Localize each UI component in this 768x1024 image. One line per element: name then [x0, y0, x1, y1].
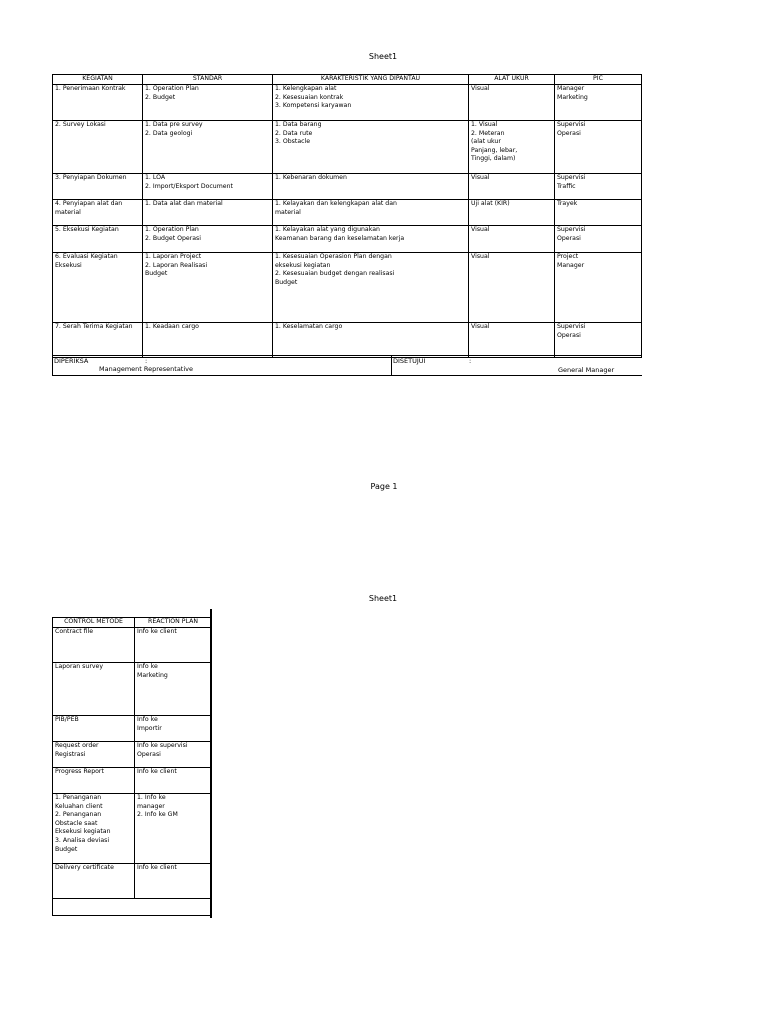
sheet-title: Sheet1 [368, 52, 398, 61]
signature-footer [52, 355, 642, 376]
table-row [53, 794, 212, 864]
table-row [53, 742, 212, 768]
table-row [53, 200, 642, 226]
cell-reaction-plan: Info ke Marketing [135, 663, 212, 716]
disetujui-label: DISETUJUI [393, 357, 426, 365]
table-row [53, 323, 642, 358]
cell-pic: Supervisi Operasi [555, 323, 642, 358]
column-header: CONTROL METODE [53, 618, 135, 628]
disetujui-colon: : [469, 357, 472, 365]
cell-standar: 1. Operation Plan 2. Budget [143, 85, 273, 121]
column-header: PIC [555, 75, 642, 85]
column-header: ALAT UKUR [469, 75, 555, 85]
cell-pic: Project Manager [555, 253, 642, 323]
table-row [53, 663, 212, 716]
cell-pic: Supervisi Operasi [555, 121, 642, 174]
cell-control-metode: Laporan survey [53, 663, 135, 716]
cell-alat-ukur: Visual [469, 323, 555, 358]
quality-plan-table [52, 74, 642, 358]
cell-kegiatan: 1. Penerimaan Kontrak [53, 85, 143, 121]
cell-karakteristik: 1. Kelayakan dan kelengkapan alat dan material [273, 200, 469, 226]
cell-alat-ukur: Visual [469, 226, 555, 253]
cell-alat-ukur: Visual [469, 174, 555, 200]
cell-control-metode: Contract file [53, 628, 135, 663]
cell-karakteristik: 1. Kebenaran dokumen [273, 174, 469, 200]
cell-control-metode: Progress Report [53, 768, 135, 794]
cell-reaction-plan: Info ke client [135, 628, 212, 663]
cell-standar: 1. LOA 2. Import/Eksport Document [143, 174, 273, 200]
table-row [53, 85, 642, 121]
cell-karakteristik: 1. Data barang 2. Data rute 3. Obstacle [273, 121, 469, 174]
cell-alat-ukur: Visual [469, 253, 555, 323]
cell-pic: Supervisi Traffic [555, 174, 642, 200]
cell-reaction-plan: 1. Info ke manager 2. Info ke GM [135, 794, 212, 864]
table-row [53, 899, 212, 916]
cell-standar: 1. Laporan Project 2. Laporan Realisasi Budget [143, 253, 273, 323]
cell-standar: 1. Data alat dan material [143, 200, 273, 226]
cell-karakteristik: 1. Kelengkapan alat 2. Kesesuaian kontrak 3. Kompetensi karyawan [273, 85, 469, 121]
footer-divider [391, 356, 392, 375]
diperiksa-colon: : [145, 357, 148, 365]
table-row [53, 716, 212, 742]
column-header: REACTION PLAN [135, 618, 212, 628]
cell-pic: Trayek [555, 200, 642, 226]
table-row [53, 174, 642, 200]
cell-reaction-plan: Info ke client [135, 768, 212, 794]
column-header: KARAKTERISTIK YANG DIPANTAU [273, 75, 469, 85]
cell-kegiatan: 4. Penyiapan alat dan material [53, 200, 143, 226]
cell-standar: 1. Data pre survey 2. Data geologi [143, 121, 273, 174]
cell-alat-ukur: 1. Visual 2. Meteran (alat ukur Panjang, lebar, Tinggi, dalam) [469, 121, 555, 174]
diperiksa-label: DIPERIKSA [54, 357, 89, 365]
disetujui-name: General Manager [558, 366, 615, 374]
cell-pic: Manager Marketing [555, 85, 642, 121]
cell-kegiatan: 6. Evaluasi Kegiatan Eksekusi [53, 253, 143, 323]
table-row [53, 864, 212, 899]
cell-reaction-plan: Info ke supervisi Operasi [135, 742, 212, 768]
sheet-title-2: Sheet1 [368, 594, 398, 603]
cell-kegiatan: 2. Survey Lokasi [53, 121, 143, 174]
control-method-table [52, 617, 212, 916]
page-label: Page 1 [370, 482, 398, 491]
table-row [53, 226, 642, 253]
cell-control-metode: Request order Registrasi [53, 742, 135, 768]
table-header-row [53, 75, 642, 85]
column-header: KEGIATAN [53, 75, 143, 85]
cell-karakteristik: 1. Kelayakan alat yang digunakan Keamanan barang dan keselamatan kerja [273, 226, 469, 253]
table-row [53, 768, 212, 794]
cell-kegiatan: 7. Serah Terima Kegiatan [53, 323, 143, 358]
cell-alat-ukur: Uji alat (KIR) [469, 200, 555, 226]
table-row [53, 253, 642, 323]
diperiksa-name: Management Representative [99, 365, 193, 373]
cell-alat-ukur: Visual [469, 85, 555, 121]
cell-standar: 1. Keadaan cargo [143, 323, 273, 358]
cell-reaction-plan [135, 899, 212, 916]
cell-reaction-plan: Info ke Importir [135, 716, 212, 742]
table-row [53, 628, 212, 663]
cell-control-metode: 1. Penanganan Keluahan client 2. Penanganan Obstacle saat Eksekusi kegiatan 3. Analisa deviasi Budget [53, 794, 135, 864]
table-header-row [53, 618, 212, 628]
cell-karakteristik: 1. Kesesuaian Operasion Plan dengan eksekusi kegiatan 2. Kesesuaian budget dengan realisasi Budget [273, 253, 469, 323]
cell-standar: 1. Operation Plan 2. Budget Operasi [143, 226, 273, 253]
cell-control-metode: Delivery certificate [53, 864, 135, 899]
cell-kegiatan: 3. Penyiapan Dokumen [53, 174, 143, 200]
table-row [53, 121, 642, 174]
cell-pic: Supervisi Operasi [555, 226, 642, 253]
cell-control-metode: PIB/PEB [53, 716, 135, 742]
cell-karakteristik: 1. Keselamatan cargo [273, 323, 469, 358]
cell-control-metode [53, 899, 135, 916]
column-header: STANDAR [143, 75, 273, 85]
cell-reaction-plan: Info ke client [135, 864, 212, 899]
cell-kegiatan: 5. Eksekusi Kegiatan [53, 226, 143, 253]
